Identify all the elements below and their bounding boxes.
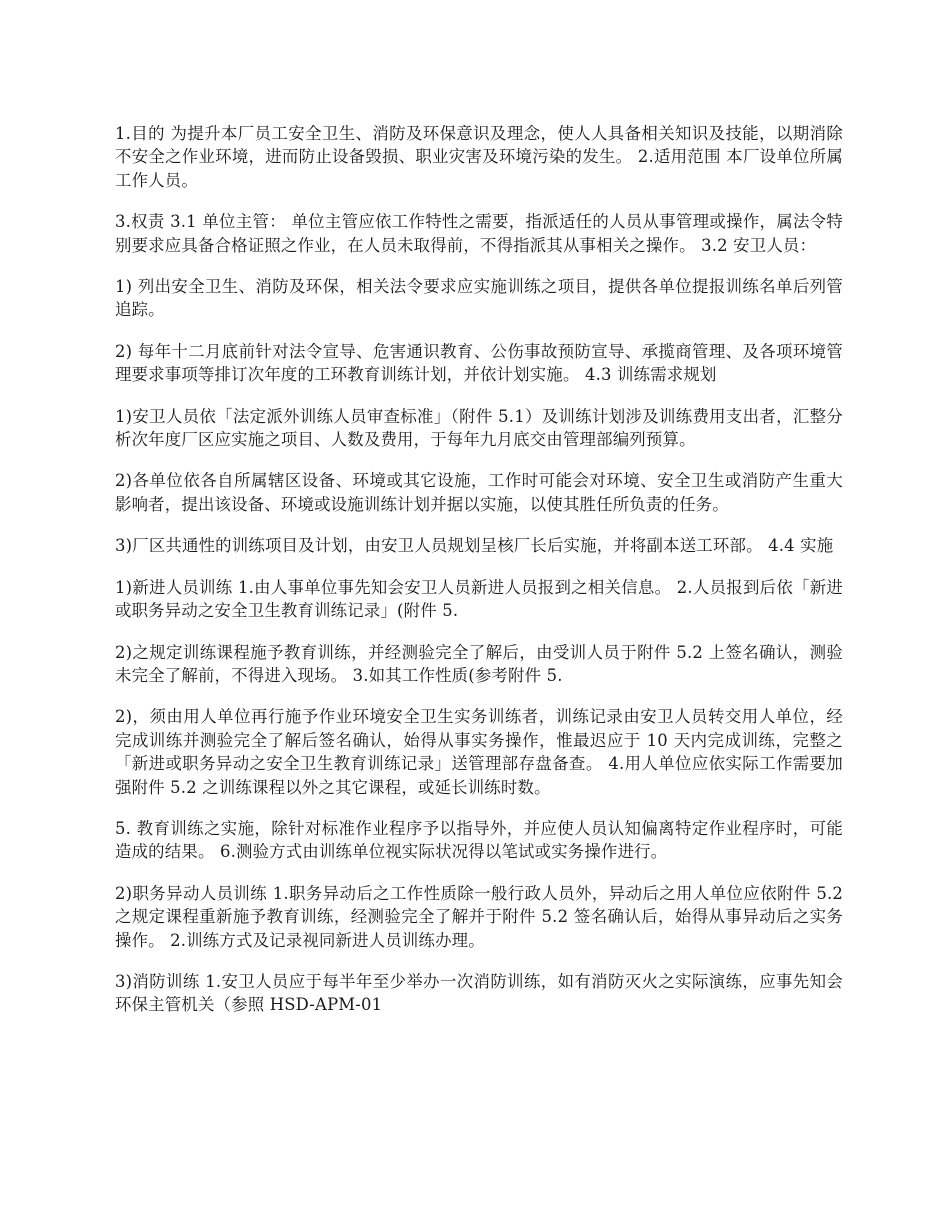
paragraph-safety-item-1: 1) 列出安全卫生、消防及环保，相关法令要求应实施训练之项目，提供各单位提报训练名单后列管追踪。 xyxy=(115,277,843,320)
paragraph-new-staff-training: 1)新进人员训练 1.由人事单位事先知会安卫人员新进人员报到之相关信息。 2.人员报到后依「新进或职务异动之安全卫生教育训练记录」(附件 5. xyxy=(115,577,843,621)
paragraph-purpose-scope: 1.目的 为提升本厂员工安全卫生、消防及环保意识及理念，使人人具备相关知识及技能，以期消除不安全之作业环境，进而防止设备毁损、职业灾害及环境污染的发生。 2.适用范围 本厂设单位所属工作人员。 xyxy=(115,124,843,190)
paragraph-fire-training: 3)消防训练 1.安卫人员应于每半年至少举办一次消防训练，如有消防灭火之实际演练，应事先知会环保主管机关（参照 HSD-APM-01 xyxy=(115,971,843,1015)
paragraph-practical-training: 2)，须由用人单位再行施予作业环境安全卫生实务训练者，训练记录由安卫人员转交用人单位，经完成训练并测验完全了解后签名确认，始得从事实务操作，惟最迟应于 10 天内完成训练，完整之「新进或职务异动之安全卫生教育训练记录」送管理部存盘备查。 4.用人单位应依实际工作需要加强附件 5.2 之训练课程以外之其它课程，或延长训练时数。 xyxy=(115,707,843,797)
paragraph-planning-1: 1)安卫人员依「法定派外训练人员审查标准」（附件 5.1）及训练计划涉及训练费用支出者，汇整分析次年度厂区应实施之项目、人数及费用，于每年九月底交由管理部编列预算。 xyxy=(115,406,843,450)
paragraph-transfer-training: 2)职务异动人员训练 1.职务异动后之工作性质除一般行政人员外，异动后之用人单位应依附件 5.2 之规定课程重新施予教育训练，经测验完全了解并于附件 5.2 签名确认后，始得从事异动后之实务操作。 2.训练方式及记录视同新进人员训练办理。 xyxy=(115,883,843,950)
paragraph-new-staff-training-cont: 2)之规定训练课程施予教育训练，并经测验完全了解后，由受训人员于附件 5.2 上签名确认，测验未完全了解前，不得进入现场。 3.如其工作性质(参考附件 5. xyxy=(115,642,843,685)
paragraph-safety-item-2: 2) 每年十二月底前针对法令宣导、危害通识教育、公伤事故预防宣导、承揽商管理、及各项环境管理要求事项等排订次年度的工环教育训练计划，并依计划实施。 4.3 训练需求规划 xyxy=(115,341,843,385)
paragraph-planning-2: 2)各单位依各自所属辖区设备、环境或其它设施，工作时可能会对环境、安全卫生或消防产生重大影响者，提出该设备、环境或设施训练计划并据以实施，以使其胜任所负责的任务。 xyxy=(115,471,843,514)
document-body xyxy=(115,122,843,1035)
paragraph-responsibilities: 3.权责 3.1 单位主管： 单位主管应依工作特性之需要，指派适任的人员从事管理或操作，属法令特别要求应具备合格证照之作业，在人员未取得前，不得指派其从事相关之操作。 3.2 安卫人员： xyxy=(115,212,843,255)
paragraph-planning-3: 3)厂区共通性的训练项目及计划，由安卫人员规划呈核厂长后实施，并将副本送工环部。 4.4 实施 xyxy=(115,536,834,556)
paragraph-training-implementation: 5. 教育训练之实施，除针对标准作业程序予以指导外，并应使人员认知偏离特定作业程序时，可能造成的结果。 6.测验方式由训练单位视实际状况得以笔试或实务操作进行。 xyxy=(115,818,843,862)
